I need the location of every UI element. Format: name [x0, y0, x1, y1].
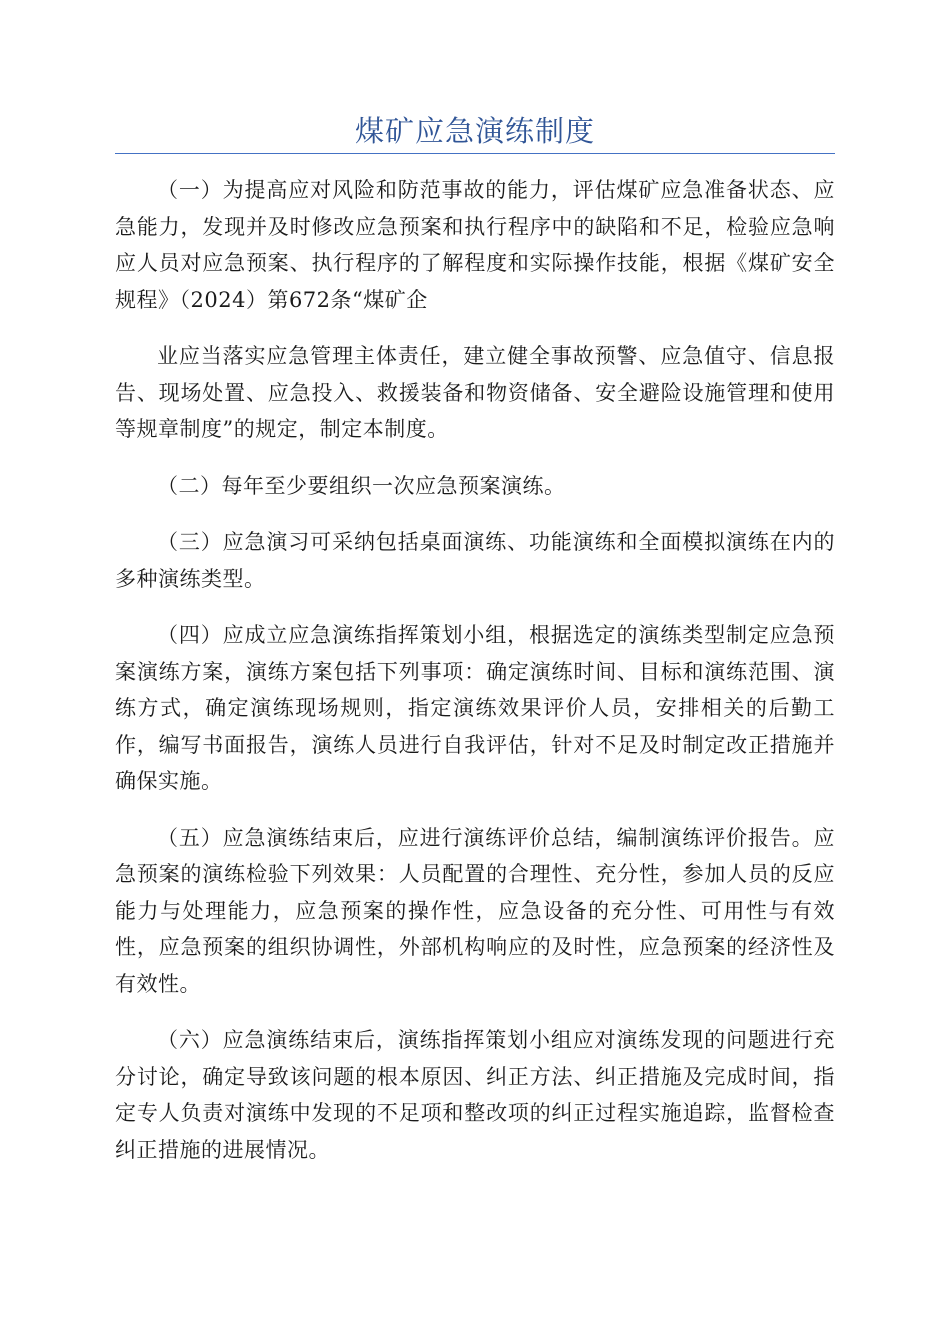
paragraph-2: 业应当落实应急管理主体责任，建立健全事故预警、应急值守、信息报告、现场处置、应急投入、救援装备和物资储备、安全避险设施管理和使用等规章制度”的规定，制定本制度。 — [115, 344, 835, 441]
paragraph-3: （二）每年至少要组织一次应急预案演练。 — [157, 473, 566, 498]
document-body — [115, 172, 835, 1188]
paragraph-1: （一）为提高应对风险和防范事故的能力，评估煤矿应急准备状态、应急能力，发现并及时修改应急预案和执行程序中的缺陷和不足，检验应急响应人员对应急预案、执行程序的了解程度和实际操作技能，根据《煤矿安全规程》（2024）第672条“煤矿企 — [115, 178, 835, 312]
paragraph-4: （三）应急演习可采纳包括桌面演练、功能演练和全面模拟演练在内的多种演练类型。 — [115, 530, 835, 591]
paragraph-6: （五）应急演练结束后，应进行演练评价总结，编制演练评价报告。应急预案的演练检验下列效果：人员配置的合理性、充分性，参加人员的反应能力与处理能力，应急预案的操作性，应急设备的充分性、可用性与有效性，应急预案的组织协调性，外部机构响应的及时性，应急预案的经济性及有效性。 — [115, 825, 835, 996]
title-divider — [115, 153, 835, 154]
paragraph-5: （四）应成立应急演练指挥策划小组，根据选定的演练类型制定应急预案演练方案，演练方案包括下列事项：确定演练时间、目标和演练范围、演练方式，确定演练现场规则，指定演练效果评价人员，安排相关的后勤工作，编写书面报告，演练人员进行自我评估，针对不足及时制定改正措施并确保实施。 — [115, 623, 835, 793]
paragraph-7: （六）应急演练结束后，演练指挥策划小组应对演练发现的问题进行充分讨论，确定导致该问题的根本原因、纠正方法、纠正措施及完成时间，指定专人负责对演练中发现的不足项和整改项的纠正过程实施追踪，监督检查纠正措施的进展情况。 — [115, 1028, 835, 1162]
page-title: 煤矿应急演练制度 — [354, 114, 595, 148]
